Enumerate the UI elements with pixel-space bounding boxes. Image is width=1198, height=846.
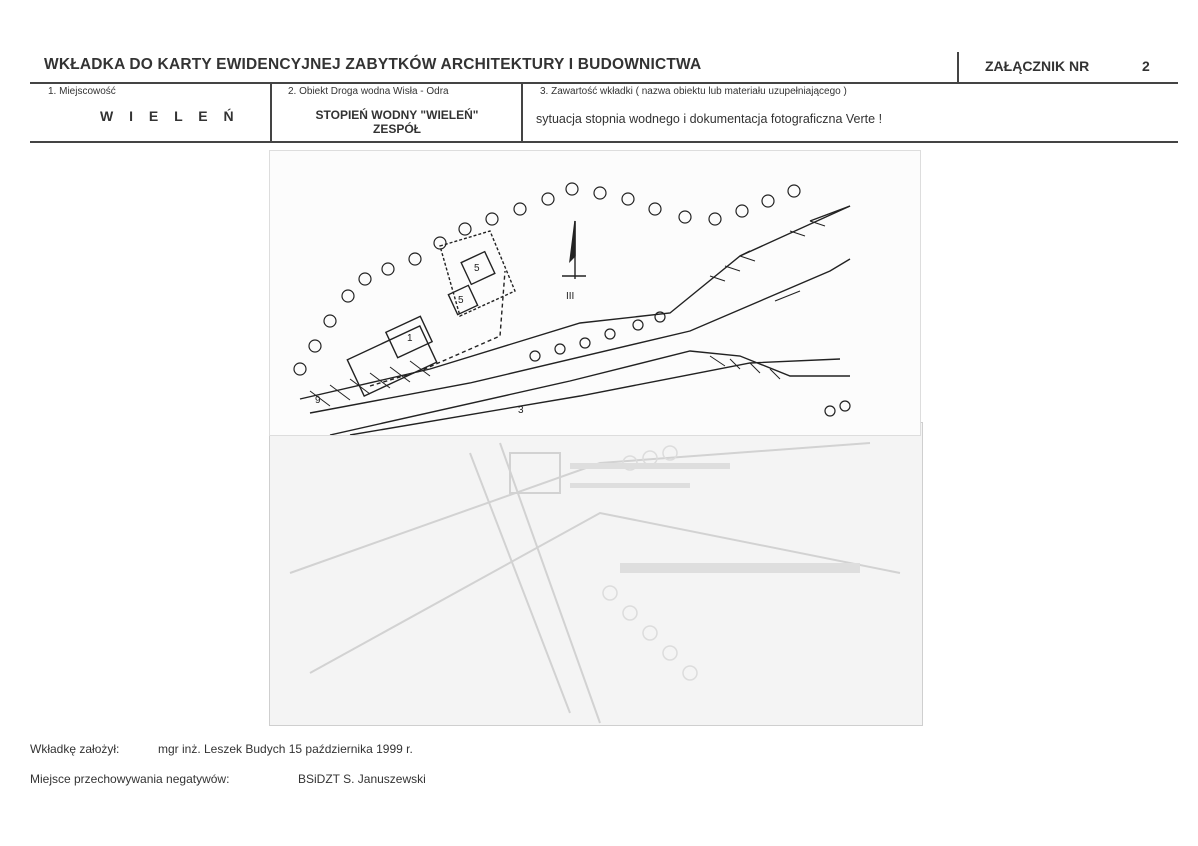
- negatives-value: BSiDZT S. Januszewski: [298, 772, 426, 786]
- site-plan-drawing: [270, 151, 920, 435]
- attachment-number: 2: [1142, 58, 1150, 74]
- building-label-1: 1: [407, 333, 413, 344]
- object-value-line2: ZESPÓŁ: [372, 122, 421, 136]
- north-arrow-icon: [562, 221, 586, 279]
- attachment-label: ZAŁĄCZNIK NR: [985, 58, 1090, 74]
- header-divider: [957, 52, 959, 82]
- reverse-print-sheet: [269, 422, 923, 726]
- building-label-3: 5: [474, 263, 480, 274]
- object-value: [272, 108, 522, 136]
- author-label: Wkładkę założył:: [30, 742, 120, 756]
- author-value: mgr inż. Leszek Budych 15 października 1999 r.: [158, 742, 413, 756]
- reverse-print-ghost: [270, 423, 922, 725]
- tree-row-top: [294, 183, 800, 375]
- marker-label-3: 3: [518, 405, 524, 416]
- header-rule-bottom: [30, 141, 1178, 143]
- negatives-label: Miejsce przechowywania negatywów:: [30, 772, 230, 786]
- site-plan-sheet: [269, 150, 921, 436]
- header-rule-top: [30, 82, 1178, 84]
- tree-row-middle: [530, 312, 850, 416]
- content-label: 3. Zawartość wkładki ( nazwa obiektu lub materiału uzupełniającego ): [540, 86, 847, 97]
- north-arrow-label: III: [566, 291, 575, 302]
- buildings: [347, 231, 515, 396]
- content-value: sytuacja stopnia wodnego i dokumentacja fotograficzna Verte !: [536, 112, 883, 126]
- place-label: 1. Miejscowość: [48, 86, 116, 97]
- card-title: WKŁADKA DO KARTY EWIDENCYJNEJ ZABYTKÓW ARCHITEKTURY I BUDOWNICTWA: [44, 56, 702, 73]
- object-label: 2. Obiekt Droga wodna Wisła - Odra: [288, 86, 449, 97]
- place-value: W I E L E Ń: [100, 108, 240, 124]
- object-value-line1: STOPIEŃ WODNY "WIELEŃ": [315, 108, 479, 122]
- building-label-2: 5: [458, 295, 464, 306]
- marker-label-9: 9: [315, 395, 321, 406]
